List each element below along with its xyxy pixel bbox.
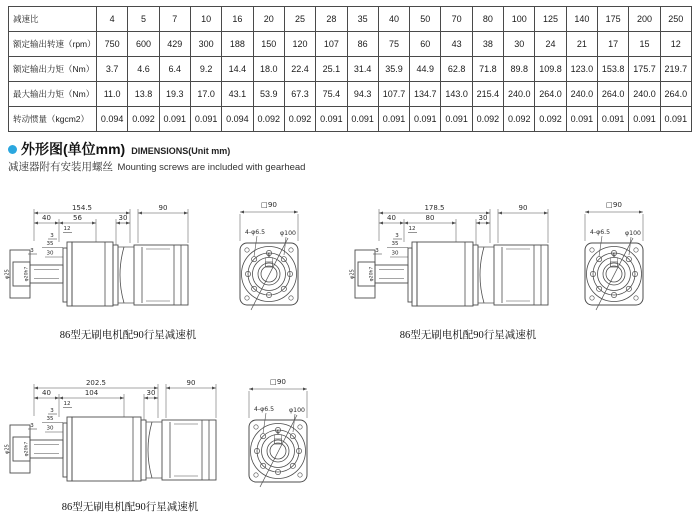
table-cell: 20 xyxy=(253,7,284,32)
table-cell: 31.4 xyxy=(347,57,378,82)
drawing-linework xyxy=(249,377,307,487)
dim-label: 3 xyxy=(50,233,54,239)
drawing-caption-1: 86型无刷电机配90行星减速机 xyxy=(59,330,197,341)
dim-label: 90 xyxy=(186,379,196,387)
front-view-drawing-2 xyxy=(558,195,683,317)
dim-label: 35 xyxy=(391,241,399,247)
table-cell: 107.7 xyxy=(378,82,409,107)
dim-label: 56 xyxy=(73,214,82,222)
pilot-label: φ100 xyxy=(280,230,296,237)
section-note-zh: 减速器附有安装用螺丝 xyxy=(8,161,113,173)
table-cell: 264.0 xyxy=(598,82,629,107)
table-cell: 107 xyxy=(316,32,347,57)
shaft-fit-label: φ20h7 xyxy=(24,266,30,282)
table-cell: 89.8 xyxy=(504,57,535,82)
table-cell: 86 xyxy=(347,32,378,57)
dim-label: 12 xyxy=(408,226,416,232)
table-cell: 240.0 xyxy=(629,82,660,107)
table-cell: 35 xyxy=(347,7,378,32)
table-cell: 15 xyxy=(629,32,660,57)
table-cell: 11.0 xyxy=(97,82,128,107)
table-cell: 94.3 xyxy=(347,82,378,107)
dim-label: 30 xyxy=(118,214,128,222)
table-cell: 600 xyxy=(128,32,159,57)
front-view-drawing-3 xyxy=(222,372,347,494)
dim-label: 154.5 xyxy=(71,204,93,212)
table-cell: 109.8 xyxy=(535,57,566,82)
drawing-linework xyxy=(350,204,549,306)
dim-label: 30 xyxy=(46,425,54,432)
table-cell: 188 xyxy=(222,32,253,57)
row-label: 减速比 xyxy=(9,7,97,32)
table-cell: 100 xyxy=(504,7,535,32)
table-cell: 43 xyxy=(441,32,472,57)
section-title-en: DIMENSIONS(Unit mm) xyxy=(131,145,231,156)
table-cell: 0.091 xyxy=(190,107,221,132)
table-cell: 50 xyxy=(410,7,441,32)
dim-label: 40 xyxy=(387,214,396,222)
square-dim-label: □90 xyxy=(606,200,622,209)
section-note xyxy=(8,157,305,175)
section-title-zh: 外形图(单位mm) xyxy=(21,141,126,157)
dim-label: 12 xyxy=(63,226,71,232)
table-cell: 140 xyxy=(566,7,597,32)
table-cell: 0.091 xyxy=(441,107,472,132)
table-cell: 0.094 xyxy=(97,107,128,132)
table-cell: 19.3 xyxy=(159,82,190,107)
table-cell: 40 xyxy=(378,7,409,32)
dim-label: 90 xyxy=(518,204,528,212)
table-cell: 240.0 xyxy=(504,82,535,107)
table-cell: 200 xyxy=(629,7,660,32)
table-cell: 30 xyxy=(504,32,535,57)
table-cell: 43.1 xyxy=(222,82,253,107)
table-cell: 0.091 xyxy=(566,107,597,132)
table-cell: 125 xyxy=(535,7,566,32)
row-label: 最大输出力矩（Nm） xyxy=(9,82,97,107)
table-cell: 25 xyxy=(284,7,315,32)
table-cell: 17.0 xyxy=(190,82,221,107)
section-note-en: Mounting screws are included with gearhead xyxy=(117,162,306,173)
drawing-linework xyxy=(5,379,217,481)
table-cell: 70 xyxy=(441,7,472,32)
table-cell: 5 xyxy=(128,7,159,32)
table-cell: 0.091 xyxy=(410,107,441,132)
drawing-linework xyxy=(585,200,643,310)
table-cell: 0.091 xyxy=(378,107,409,132)
dim-label: 12 xyxy=(63,401,71,407)
row-label: 额定输出力矩（Nm） xyxy=(9,57,97,82)
table-cell: 4.6 xyxy=(128,57,159,82)
table-cell: 9.2 xyxy=(190,57,221,82)
shaft-fit-label: φ20h7 xyxy=(369,266,375,282)
table-cell: 7 xyxy=(159,7,190,32)
pilot-label: φ100 xyxy=(625,230,641,237)
table-cell: 250 xyxy=(660,7,691,32)
table-cell: 0.091 xyxy=(629,107,660,132)
table-cell: 0.091 xyxy=(660,107,691,132)
section-bullet-icon xyxy=(8,145,17,154)
table-cell: 24 xyxy=(535,32,566,57)
table-cell: 71.8 xyxy=(472,57,503,82)
table-row xyxy=(9,7,692,32)
drawing-linework xyxy=(5,204,189,306)
shaft-diameter-label: φ25 xyxy=(4,269,11,279)
side-view-drawing-2 xyxy=(349,195,569,330)
dim-label: 30 xyxy=(146,389,156,397)
section-header xyxy=(8,139,230,159)
table-cell: 0.092 xyxy=(472,107,503,132)
table-cell: 0.091 xyxy=(598,107,629,132)
table-row xyxy=(9,32,692,57)
table-cell: 429 xyxy=(159,32,190,57)
dim-label: 40 xyxy=(42,214,51,222)
row-label: 额定输出转速（rpm） xyxy=(9,32,97,57)
table-cell: 264.0 xyxy=(535,82,566,107)
table-cell: 21 xyxy=(566,32,597,57)
table-cell: 175 xyxy=(598,7,629,32)
table-cell: 215.4 xyxy=(472,82,503,107)
table-cell: 0.094 xyxy=(222,107,253,132)
drawing-linework xyxy=(240,200,298,310)
table-cell: 53.9 xyxy=(253,82,284,107)
key-width-label: 6 xyxy=(267,253,271,259)
table-row xyxy=(9,57,692,82)
table-cell: 35.9 xyxy=(378,57,409,82)
table-cell: 75.4 xyxy=(316,82,347,107)
table-row xyxy=(9,107,692,132)
table-cell: 264.0 xyxy=(660,82,691,107)
table-cell: 62.8 xyxy=(441,57,472,82)
table-cell: 300 xyxy=(190,32,221,57)
dim-label: 30 xyxy=(478,214,488,222)
table-cell: 4 xyxy=(97,7,128,32)
spec-table xyxy=(8,6,692,132)
table-cell: 10 xyxy=(190,7,221,32)
table-cell: 13.8 xyxy=(128,82,159,107)
dim-label: 3 xyxy=(30,248,34,254)
dim-label: 90 xyxy=(158,204,168,212)
key-width-label: 6 xyxy=(612,253,616,259)
shaft-fit-label: φ20h7 xyxy=(24,441,30,457)
table-cell: 67.3 xyxy=(284,82,315,107)
table-cell: 18.0 xyxy=(253,57,284,82)
side-view-drawing-3 xyxy=(4,370,234,505)
dim-label: 178.5 xyxy=(424,204,445,212)
table-cell: 0.092 xyxy=(284,107,315,132)
table-cell: 14.4 xyxy=(222,57,253,82)
dim-label: 3 xyxy=(30,423,34,429)
dim-label: 3 xyxy=(50,408,54,414)
dim-label: 80 xyxy=(425,214,435,222)
dim-label: 30 xyxy=(46,250,54,257)
dim-label: 3 xyxy=(395,233,399,239)
table-cell: 6.4 xyxy=(159,57,190,82)
front-view-drawing-1 xyxy=(213,195,338,317)
table-cell: 143.0 xyxy=(441,82,472,107)
table-cell: 0.092 xyxy=(535,107,566,132)
table-cell: 28 xyxy=(316,7,347,32)
key-width-label: 6 xyxy=(276,430,280,436)
table-cell: 25.1 xyxy=(316,57,347,82)
square-dim-label: □90 xyxy=(261,200,277,209)
table-cell: 3.7 xyxy=(97,57,128,82)
holes-label: 4-φ6.5 xyxy=(244,229,266,236)
dim-label: 30 xyxy=(391,250,399,257)
table-cell: 75 xyxy=(378,32,409,57)
table-cell: 153.8 xyxy=(598,57,629,82)
drawing-caption-2: 86型无刷电机配90行星减速机 xyxy=(399,330,537,341)
table-cell: 44.9 xyxy=(410,57,441,82)
table-cell: 0.092 xyxy=(504,107,535,132)
table-cell: 22.4 xyxy=(284,57,315,82)
pilot-label: φ100 xyxy=(289,407,305,414)
dim-label: 35 xyxy=(46,416,54,422)
table-cell: 0.091 xyxy=(347,107,378,132)
shaft-diameter-label: φ25 xyxy=(4,444,11,454)
dim-label: 3 xyxy=(375,248,379,254)
drawing-caption-3: 86型无刷电机配90行星减速机 xyxy=(61,502,199,513)
shaft-diameter-label: φ25 xyxy=(349,269,356,279)
dim-label: 40 xyxy=(42,389,51,397)
table-cell: 750 xyxy=(97,32,128,57)
row-label: 转动惯量（kgcm2） xyxy=(9,107,97,132)
table-cell: 0.092 xyxy=(128,107,159,132)
table-cell: 240.0 xyxy=(566,82,597,107)
table-cell: 0.091 xyxy=(159,107,190,132)
holes-label: 4-φ6.5 xyxy=(253,406,275,413)
table-cell: 175.7 xyxy=(629,57,660,82)
table-cell: 80 xyxy=(472,7,503,32)
table-row xyxy=(9,82,692,107)
table-cell: 60 xyxy=(410,32,441,57)
table-cell: 219.7 xyxy=(660,57,691,82)
dim-label: 104 xyxy=(84,389,99,397)
table-cell: 123.0 xyxy=(566,57,597,82)
table-cell: 38 xyxy=(472,32,503,57)
table-cell: 17 xyxy=(598,32,629,57)
dim-label: 202.5 xyxy=(85,379,107,387)
table-cell: 16 xyxy=(222,7,253,32)
dim-label: 35 xyxy=(46,241,54,247)
table-cell: 120 xyxy=(284,32,315,57)
table-cell: 0.091 xyxy=(316,107,347,132)
table-cell: 150 xyxy=(253,32,284,57)
square-dim-label: □90 xyxy=(270,377,286,386)
table-cell: 12 xyxy=(660,32,691,57)
table-cell: 0.092 xyxy=(253,107,284,132)
side-view-drawing-1 xyxy=(4,195,224,330)
holes-label: 4-φ6.5 xyxy=(589,229,611,236)
table-cell: 134.7 xyxy=(410,82,441,107)
